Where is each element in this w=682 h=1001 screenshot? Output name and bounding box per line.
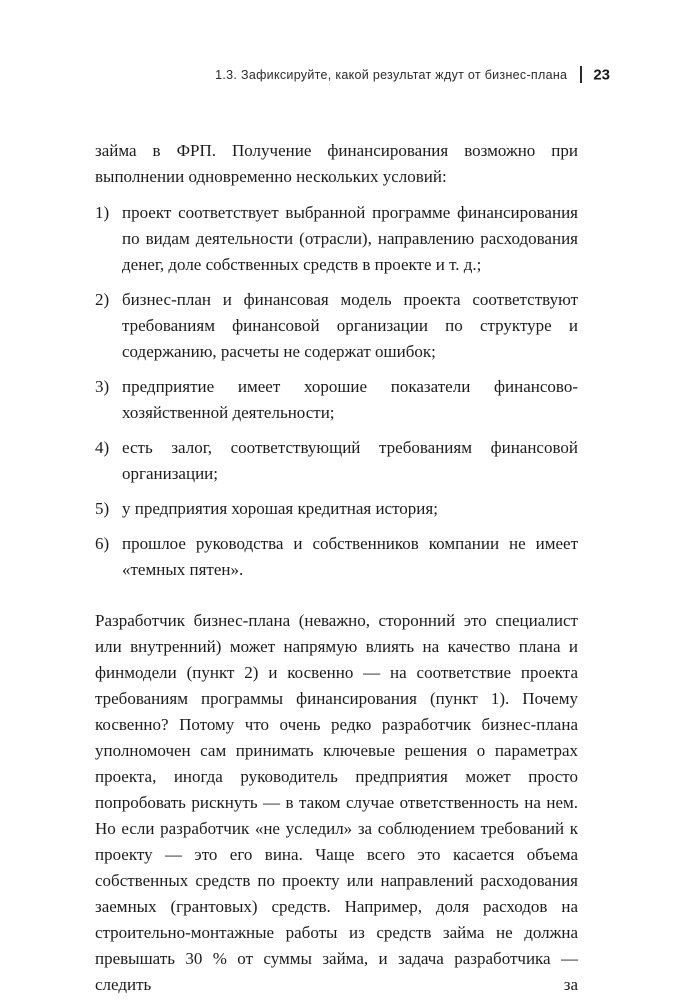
body-paragraph: Разработчик бизнес-плана (неважно, сторонний это специалист или внутренний) может напрямую влиять на качество плана и финмодели (пункт 2) и косвенно — на соответствие проекта требованиям программы финансирования (пункт 1). Почему косвенно? Потому что очень редко разработчик бизнес-плана уполномочен сам принимать ключевые решения о параметрах проекта, иногда руководитель предприятия может просто попробовать рискнуть — в таком случае ответственность на нем. Но если разработчик «не уследил» за соблюдением требований к проекту — это его вина. Чаще всего это касается объема собственных средств по проекту или направлений расходования заемных (грантовых) средств. Например, доля расходов на строительно-монтажные работы из средств займа не должна превышать 30 % от суммы займа, и задача разработчика — следить за [95,611,578,994]
list-item [95,496,578,522]
intro-paragraph: займа в ФРП. Получение финансирования возможно при выполнении одновременно нескольких условий: [95,141,578,186]
list-item-marker: 2) [95,290,110,309]
list-item [95,435,578,487]
list-item [95,287,578,365]
list-item-marker: 4) [95,438,110,457]
page-header [0,66,610,84]
list-item-marker: 1) [95,203,110,222]
page-number: 23 [593,66,610,84]
list-item-text: бизнес-план и финансовая модель проекта соответствуют требованиям финансовой организации по структуре и содержанию, расчеты не содержат ошибок; [122,290,578,361]
list-item-marker: 3) [95,377,110,396]
list-item-marker: 5) [95,499,110,518]
list-item-marker: 6) [95,534,110,553]
list-item-text: есть залог, соответствующий требованиям финансовой организации; [122,438,578,483]
list-item [95,374,578,426]
list-item [95,531,578,583]
header-divider [580,66,582,83]
list-item-text: у предприятия хорошая кредитная история; [122,499,438,518]
list-item-text: проект соответствует выбранной программе финансирования по видам деятельности (отрасли), направлению расходования денег, доле собственных средств в проекте и т. д.; [122,203,578,274]
page-body [95,138,578,998]
section-title: 1.3. Зафиксируйте, какой результат ждут от бизнес-плана [215,67,568,82]
list-item [95,200,578,278]
list-item-text: предприятие имеет хорошие показатели финансово-хозяйственной деятельности; [122,377,578,422]
list-item-text: прошлое руководства и собственников компании не имеет «темных пятен». [122,534,578,579]
conditions-list [95,200,578,583]
